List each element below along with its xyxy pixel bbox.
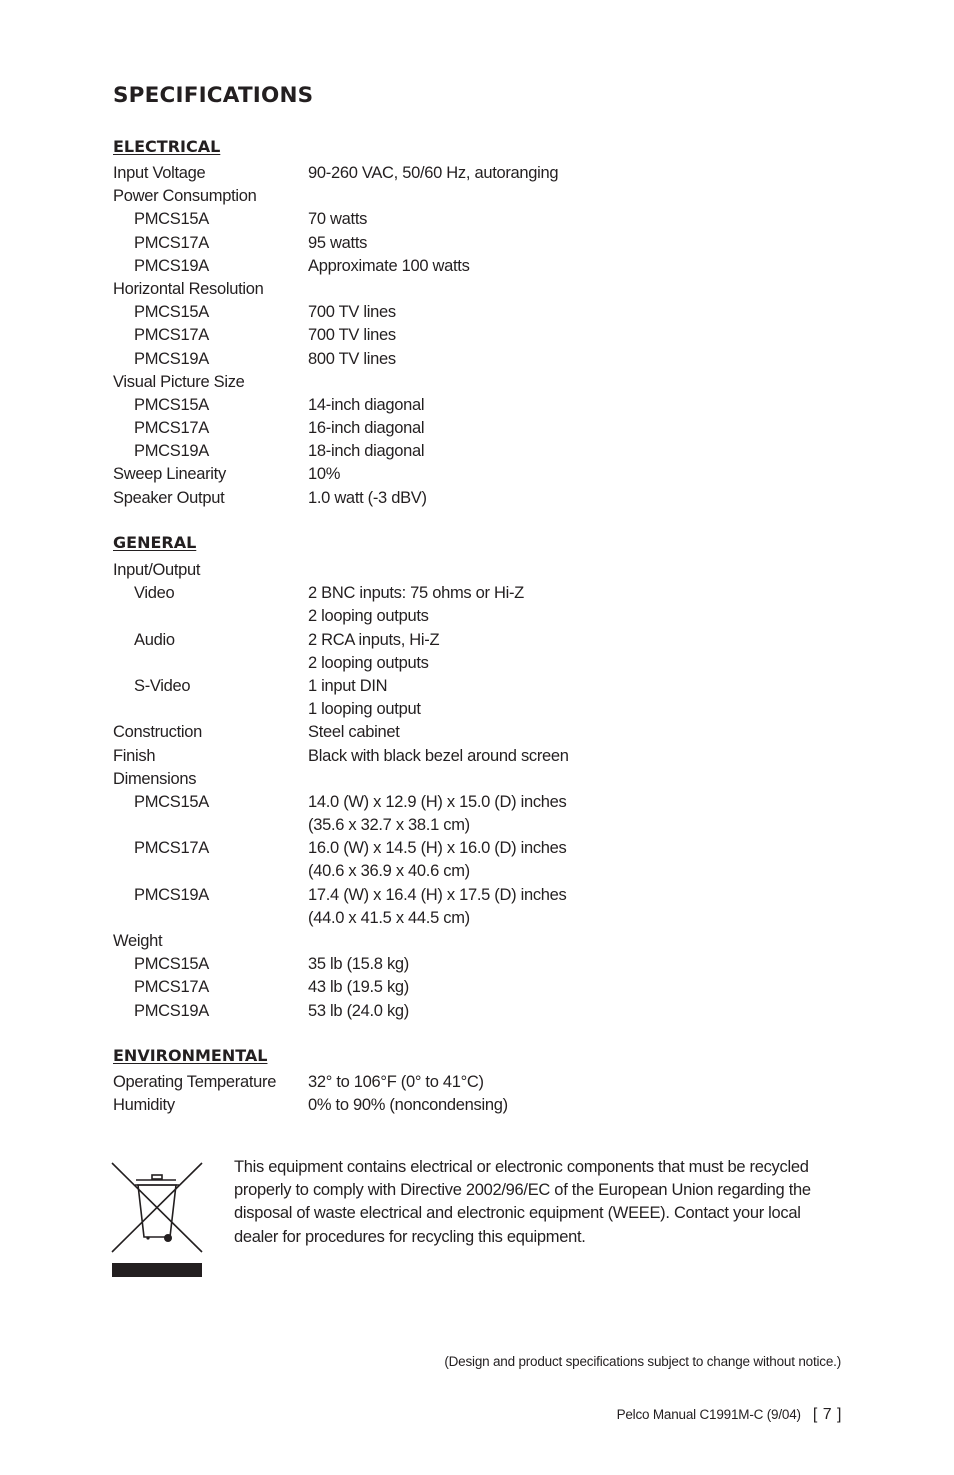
spec-value: 1 input DIN [308,676,388,695]
spec-label: Humidity [113,1096,175,1115]
spec-row [113,417,833,440]
spec-row [113,721,833,744]
page-footer [617,1406,842,1424]
spec-value: 95 watts [308,233,368,252]
spec-row [113,1000,833,1023]
spec-value: (40.6 x 36.9 x 40.6 cm) [308,862,470,881]
spec-label: Power Consumption [113,187,257,206]
weee-recycling-notice: This equipment contains electrical or electronic components that must be recycled properly to comply with Directive 2002/96/EC of the European Union regarding the disposal of waste electrical and electronic equipment (WEEE). Contact your local dealer for procedures for recycling this equipment. [234,1158,811,1246]
spec-row [113,463,833,486]
crossed-out-wheelie-bin-icon [110,1158,206,1280]
spec-value: 1.0 watt (-3 dBV) [308,488,427,507]
spec-label: PMCS15A [134,210,209,229]
spec-value: 43 lb (19.5 kg) [308,978,409,997]
spec-row [113,907,833,930]
page-title: SPECIFICATIONS [113,83,314,108]
change-notice: (Design and product specifications subject to change without notice.) [444,1354,841,1369]
spec-row [113,814,833,837]
spec-value: 18-inch diagonal [308,442,425,461]
spec-label: Construction [113,723,203,742]
spec-label: PMCS17A [134,233,209,252]
spec-label: Visual Picture Size [113,372,245,391]
spec-row [113,745,833,768]
spec-value: 90-260 VAC, 50/60 Hz, autoranging [308,164,559,182]
environmental-spec-table [113,1071,833,1117]
spec-value: 32° to 106°F (0° to 41°C) [308,1073,484,1091]
electrical-spec-table [113,162,833,510]
general-heading: GENERAL [113,533,197,552]
spec-label: Input Voltage [113,164,206,182]
spec-label: PMCS15A [134,395,209,414]
spec-value: 16.0 (W) x 14.5 (H) x 16.0 (D) inches [308,839,567,858]
spec-label: PMCS17A [134,978,209,997]
spec-label: PMCS17A [134,326,209,345]
spec-row [113,348,833,371]
spec-row [113,582,833,605]
spec-value: Approximate 100 watts [308,256,470,275]
spec-row [113,953,833,976]
spec-row [113,208,833,231]
spec-label: Sweep Linearity [113,465,226,484]
spec-label: PMCS15A [134,303,209,322]
spec-label: PMCS17A [134,839,209,858]
spec-label: Finish [113,746,156,765]
spec-row [113,837,833,860]
spec-row [113,976,833,999]
spec-value: (35.6 x 32.7 x 38.1 cm) [308,816,470,835]
spec-row [113,162,833,185]
spec-value: Black with black bezel around screen [308,746,569,765]
spec-row [113,698,833,721]
spec-label: PMCS19A [134,442,209,461]
spec-label: Video [134,584,175,603]
spec-label: Input/Output [113,561,201,579]
spec-value: (44.0 x 41.5 x 44.5 cm) [308,908,470,927]
spec-label: PMCS15A [134,792,209,811]
manual-reference: Pelco Manual C1991M-C (9/04) [616,1407,801,1422]
spec-value: 10% [308,465,341,484]
spec-value: 700 TV lines [308,303,396,322]
spec-label: PMCS19A [134,349,209,368]
spec-value: 2 looping outputs [308,653,429,672]
spec-label: Weight [113,932,163,950]
spec-row [113,1071,833,1094]
spec-label: PMCS17A [134,419,209,438]
spec-row [113,605,833,628]
spec-value: 53 lb (24.0 kg) [308,1001,409,1020]
spec-label: Horizontal Resolution [113,279,264,298]
spec-row [113,440,833,463]
spec-value: 14-inch diagonal [308,395,425,414]
spec-row [113,394,833,417]
spec-label: Dimensions [113,769,197,788]
spec-value: 16-inch diagonal [308,419,425,438]
environmental-heading: ENVIRONMENTAL [113,1046,268,1065]
spec-row [113,860,833,883]
spec-row [113,930,833,953]
spec-row [113,559,833,582]
spec-label: PMCS19A [134,1001,209,1020]
spec-row [113,232,833,255]
spec-value: Steel cabinet [308,723,400,742]
spec-value: 70 watts [308,210,368,229]
spec-label: PMCS19A [134,256,209,275]
spec-label: Speaker Output [113,488,225,507]
spec-row [113,301,833,324]
spec-row [113,629,833,652]
spec-value: 0% to 90% (noncondensing) [308,1096,508,1115]
spec-label: S-Video [134,676,191,695]
spec-row [113,324,833,347]
spec-row [113,791,833,814]
spec-value: 700 TV lines [308,326,396,345]
spec-value: 1 looping output [308,700,421,719]
spec-row [113,884,833,907]
spec-row [113,768,833,791]
spec-value: 2 RCA inputs, Hi-Z [308,630,440,649]
spec-row [113,278,833,301]
spec-row [113,185,833,208]
spec-value: 35 lb (15.8 kg) [308,955,409,974]
spec-value: 17.4 (W) x 16.4 (H) x 17.5 (D) inches [308,885,567,904]
spec-value: 14.0 (W) x 12.9 (H) x 15.0 (D) inches [308,792,567,811]
spec-row [113,1094,833,1117]
electrical-heading: ELECTRICAL [113,137,221,156]
spec-label: Operating Temperature [113,1073,277,1091]
page-number: [ 7 ] [812,1406,842,1423]
spec-label: Audio [134,630,175,649]
general-spec-table [113,559,833,1023]
spec-row [113,487,833,510]
spec-label: PMCS19A [134,885,209,904]
spec-row [113,255,833,278]
spec-value: 800 TV lines [308,349,396,368]
spec-label: PMCS15A [134,955,209,974]
spec-row [113,652,833,675]
spec-value: 2 looping outputs [308,607,429,626]
spec-value: 2 BNC inputs: 75 ohms or Hi-Z [308,584,524,603]
spec-row [113,675,833,698]
spec-row [113,371,833,394]
